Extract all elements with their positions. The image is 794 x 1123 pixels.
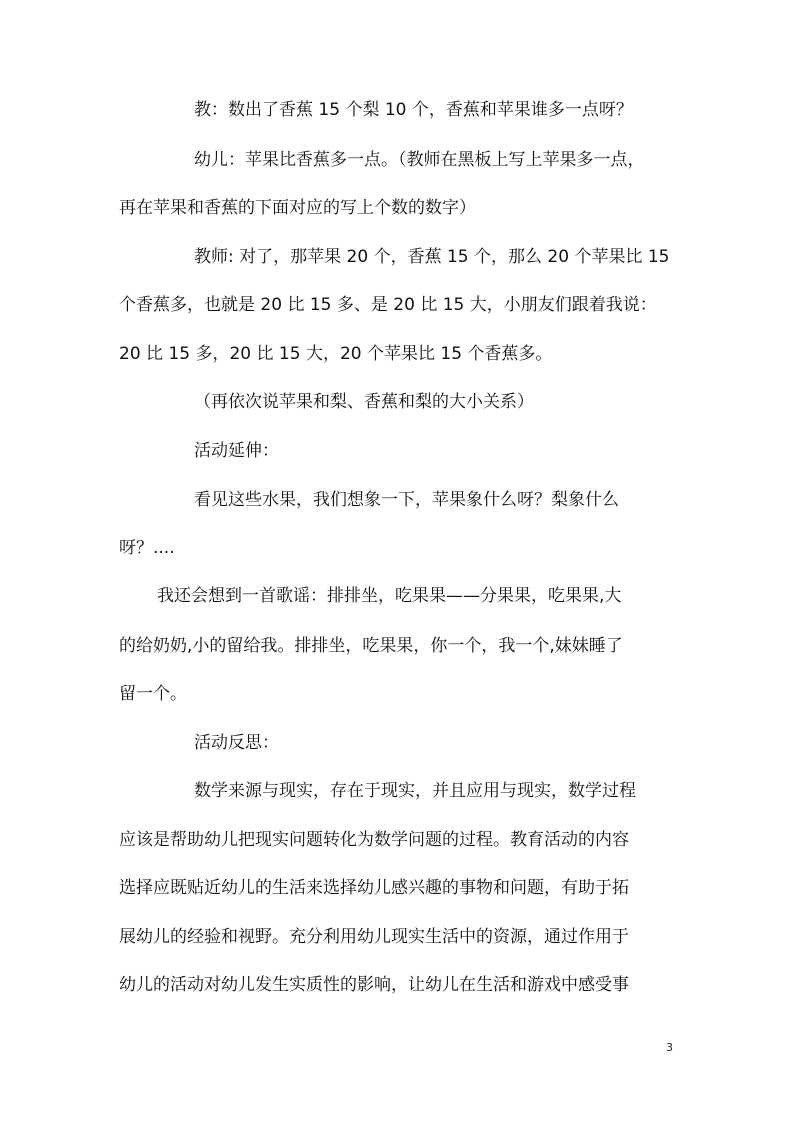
- text-line-13: 留一个。: [119, 684, 187, 704]
- text-line-3: 再在苹果和香蕉的下面对应的写上个数的数字）: [119, 198, 476, 218]
- section-heading-activity-reflection: 活动反思：: [194, 733, 279, 753]
- text-line-19: 幼儿的活动对幼儿发生实质性的影响，让幼儿在生活和游戏中感受事: [119, 975, 629, 995]
- text-line-4: 教师: 对了，那苹果 20 个，香蕉 15 个，那么 20 个苹果比 15: [194, 247, 670, 267]
- section-heading-activity-extension: 活动延伸：: [194, 441, 279, 461]
- text-line-12: 的给奶奶,小的留给我。排排坐，吃果果，你一个，我一个,妹妹睡了: [119, 636, 623, 656]
- text-line-2: 幼儿：苹果比香蕉多一点。（教师在黑板上写上苹果多一点，: [194, 150, 645, 170]
- text-line-5: 个香蕉多，也就是 20 比 15 多、是 20 比 15 大，小朋友们跟着我说：: [119, 295, 657, 315]
- text-line-7: （再依次说苹果和梨、香蕉和梨的大小关系）: [194, 392, 534, 412]
- text-line-17: 选择应既贴近幼儿的生活来选择幼儿感兴趣的事物和问题，有助于拓: [119, 878, 629, 898]
- text-line-15: 数学来源与现实，存在于现实，并且应用与现实，数学过程: [194, 781, 636, 801]
- text-line-9: 看见这些水果，我们想象一下，苹果象什么呀？梨象什么: [194, 490, 619, 510]
- text-line-18: 展幼儿的经验和视野。充分利用幼儿现实生活中的资源，通过作用于: [119, 927, 629, 947]
- text-line-6: 20 比 15 多，20 比 15 大，20 个苹果比 15 个香蕉多。: [119, 344, 553, 364]
- page-number: 3: [666, 1041, 673, 1054]
- text-line-16: 应该是帮助幼儿把现实问题转化为数学问题的过程。教育活动的内容: [119, 830, 629, 850]
- text-line-10: 呀？....: [119, 538, 175, 558]
- text-line-1: 教：数出了香蕉 15 个梨 10 个，香蕉和苹果谁多一点呀？: [194, 100, 633, 120]
- text-line-11: 我还会想到一首歌谣：排排坐，吃果果——分果果，吃果果,大: [157, 586, 622, 606]
